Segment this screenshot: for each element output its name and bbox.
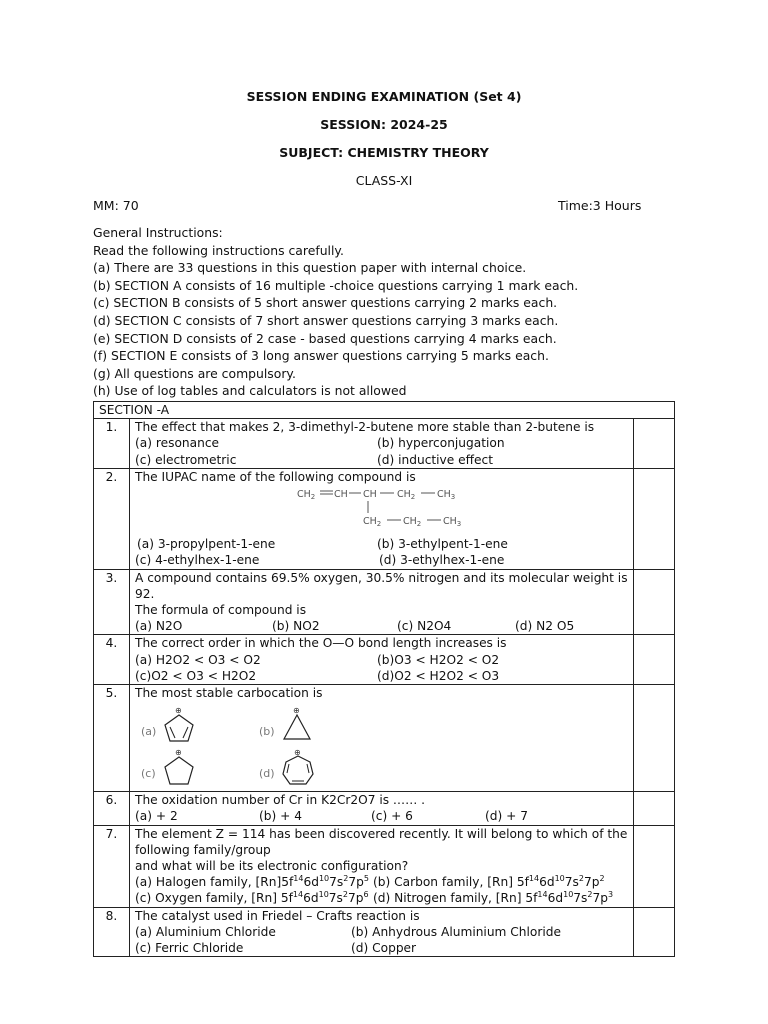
marks-cell [634,468,675,569]
tropylium-cation-icon [279,747,317,789]
question-body [130,468,634,569]
question-row [94,684,675,791]
option-b: (b) NO2 [272,619,320,634]
question-body [130,419,634,469]
question-number: 4. [94,635,130,685]
option-d: (d) 3-ethylhex-1-ene [379,553,505,568]
option-a: (a) 3-propylpent-1-ene [137,537,276,552]
option-c: (c)O2 < O3 < H2O2 [135,668,257,683]
question-row [94,419,675,469]
question-text: The catalyst used in Friedel – Crafts reaction is [135,908,420,923]
question-row [94,907,675,957]
option-d-label: (d) [259,767,275,781]
carbocation-options [135,705,628,791]
marks-cell [634,569,675,635]
marks-cell [634,684,675,791]
section-a-table [93,401,675,957]
option-d: (d) + 7 [485,809,528,824]
svg-text:⊕: ⊕ [293,706,300,716]
option-c: (c) + 6 [371,809,413,824]
cyclopentyl-cation-icon [161,747,197,789]
question-text: The most stable carbocation is [135,685,323,700]
option-a: (a) + 2 [135,809,178,824]
question-text-line2: The formula of compound is [135,602,307,617]
option-b: (b) + 4 [259,809,302,824]
option-b: (b) Anhydrous Aluminium Chloride [351,924,561,939]
option-c-label: (c) [141,767,156,781]
exam-title: SESSION ENDING EXAMINATION (Set 4) [246,89,522,104]
section-header-row [94,402,675,419]
instruction-line: (h) Use of log tables and calculators is not allowed [93,383,407,399]
option-c: (c) 4-ethylhex-1-ene [135,553,260,568]
marks-cell [634,792,675,825]
option-b: (b) 3-ethylpent-1-ene [377,537,508,552]
svg-text:CH2: $CH_2$ [397,488,416,501]
option-d: (d) Nitrogen family, [Rn] $5f^{14}6d^{10}7s^27p^3$ [373,890,614,906]
instruction-line: (c) SECTION B consists of 5 short answer questions carrying 2 marks each. [93,295,558,311]
option-a-label: (a) [141,725,157,739]
instruction-line: (a) There are 33 questions in this question paper with internal choice. [93,260,527,276]
question-text-line3: and what will be its electronic configuration? [135,858,409,873]
cyclopentadienyl-cation-icon [161,705,197,745]
marks-cell [634,825,675,907]
option-b: (b) hyperconjugation [377,436,505,451]
option-d: (d) inductive effect [377,452,494,467]
option-a: (a) resonance [135,436,220,451]
question-body [130,684,634,791]
question-number: 1. [94,419,130,469]
instruction-line: (f) SECTION E consists of 3 long answer questions carrying 5 marks each. [93,348,549,364]
question-number: 2. [94,468,130,569]
question-text: The IUPAC name of the following compound is [135,469,416,484]
option-b: (b)O3 < H2O2 < O2 [377,652,500,667]
option-a: (a) H2O2 < O3 < O2 [135,652,261,667]
general-instructions [93,224,578,400]
structural-formula [297,486,477,532]
question-number: 7. [94,825,130,907]
question-body [130,907,634,957]
option-c: (c) N2O4 [397,619,452,634]
question-body [130,792,634,825]
question-row [94,468,675,569]
option-a: (a) Halogen family, $[Rn]5f^{14}6d^{10}7s^27p^5$ [135,874,369,890]
instruction-line: Read the following instructions carefully. [93,242,344,258]
option-d: (d)O2 < H2O2 < O3 [377,668,500,683]
marks-cell [634,635,675,685]
option-b-label: (b) [259,725,275,739]
svg-text:CH: CH [363,488,377,500]
question-number: 6. [94,792,130,825]
instruction-line: (b) SECTION A consists of 16 multiple -choice questions carrying 1 mark each. [93,277,579,293]
question-body [130,635,634,685]
instruction-line: (e) SECTION D consists of 2 case - based questions carrying 4 marks each. [93,330,557,346]
instruction-line: (g) All questions are compulsory. [93,365,296,381]
question-row [94,569,675,635]
svg-text:CH2: $CH_2$ [363,515,382,528]
question-body [130,825,634,907]
svg-text:CH3: $CH_3$ [437,488,456,501]
instruction-line: (d) SECTION C consists of 7 short answer questions carrying 3 marks each. [93,312,559,328]
question-number: 5. [94,684,130,791]
question-text: The correct order in which the O—O bond length increases is [135,636,507,651]
svg-text:CH2: $CH_2$ [297,488,316,501]
option-d: (d) N2 O5 [515,619,575,634]
option-a: (a) Aluminium Chloride [135,924,276,939]
option-c: (c) Ferric Chloride [135,940,244,955]
option-d: (d) Copper [351,940,417,955]
question-text: A compound contains 69.5% oxygen, 30.5% nitrogen and its molecular weight is 92. [135,570,628,601]
option-a: (a) N2O [135,619,183,634]
question-row [94,792,675,825]
svg-text:CH2: $CH_2$ [403,515,422,528]
time-allowed: Time:3 Hours [558,198,642,213]
question-number: 3. [94,569,130,635]
session-line: SESSION: 2024-25 [320,117,448,132]
question-row [94,635,675,685]
option-c: (c) Oxygen family, [Rn] $5f^{14}6d^{10}7s^27p^6$ [135,890,369,906]
subject-line: SUBJECT: CHEMISTRY THEORY [279,145,489,160]
question-text-line2: following family/group [135,842,271,857]
svg-text:⊕: ⊕ [294,748,301,758]
svg-text:CH: CH [334,488,348,500]
question-body [130,569,634,635]
question-row [94,825,675,907]
section-title: SECTION -A [94,402,675,419]
option-b: (b) Carbon family, [Rn] $5f^{14}6d^{10}7s^27p^2$ [373,874,605,890]
option-c: (c) electrometric [135,452,237,467]
instruction-line: General Instructions: [93,225,223,240]
question-text: The element Z = 114 has been discovered recently. It will belong to which of the [135,826,628,841]
cyclopropenyl-cation-icon [281,705,313,745]
marks-cell [634,907,675,957]
question-text: The effect that makes 2, 3-dimethyl-2-butene more stable than 2-butene is [135,420,595,435]
svg-text:⊕: ⊕ [175,748,182,758]
question-number: 8. [94,907,130,957]
class-line: CLASS-XI [355,173,413,188]
max-marks: MM: 70 [93,198,139,213]
svg-text:⊕: ⊕ [175,706,182,716]
svg-text:CH3: $CH_3$ [443,515,462,528]
question-text: The oxidation number of Cr in K2Cr2O7 is …… . [135,793,426,808]
marks-cell [634,419,675,469]
